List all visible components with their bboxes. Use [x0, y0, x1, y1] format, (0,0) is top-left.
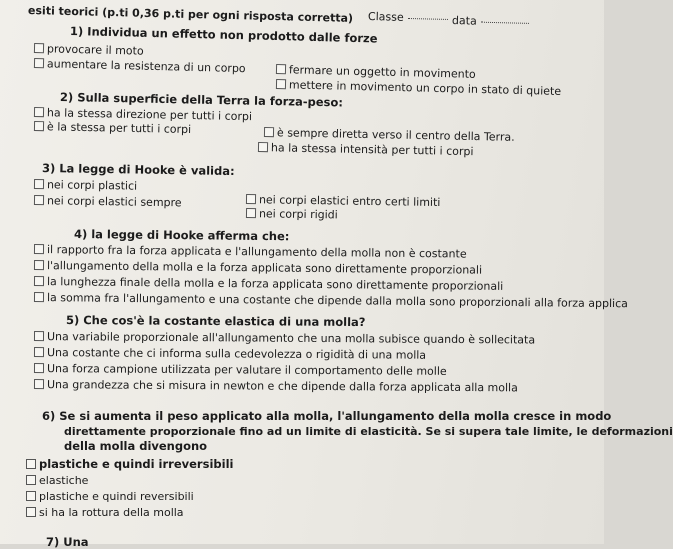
- checkbox[interactable]: [246, 208, 256, 218]
- checkbox[interactable]: [34, 121, 44, 131]
- q2-option[interactable]: ha la stessa direzione per tutti i corpi: [34, 106, 252, 123]
- data-blank[interactable]: [481, 22, 529, 24]
- checkbox[interactable]: [26, 459, 36, 469]
- q6-option[interactable]: si ha la rottura della molla: [26, 506, 184, 519]
- q5-option[interactable]: Una variabile proporzionale all'allungamento che una molla subisce quando è sollecitata: [34, 330, 535, 346]
- classe-field[interactable]: [368, 10, 448, 25]
- checkbox[interactable]: [34, 195, 44, 205]
- q3-option[interactable]: nei corpi elastici sempre: [34, 194, 182, 209]
- checkbox[interactable]: [34, 292, 44, 302]
- q2-option[interactable]: è sempre diretta verso il centro della Terra.: [264, 126, 515, 144]
- checkbox[interactable]: [258, 142, 268, 152]
- q2-option[interactable]: ha la stessa intensità per tutti i corpi: [258, 141, 474, 158]
- data-field[interactable]: [452, 14, 529, 29]
- checkbox[interactable]: [276, 64, 286, 74]
- question-5: 5) Che cos'è la costante elastica di una molla?: [65, 313, 366, 330]
- classe-label: Classe: [367, 10, 404, 24]
- q4-option[interactable]: l'allungamento della molla e la forza applicata sono direttamente proporzionali: [34, 259, 482, 277]
- q5-option[interactable]: Una forza campione utilizzata per valutare il comportamento delle molle: [34, 362, 447, 378]
- data-label: data: [451, 14, 477, 28]
- question-4: 4) la legge di Hooke afferma che:: [73, 227, 290, 244]
- question-2: 2) Sulla superficie della Terra la forza-peso:: [59, 90, 344, 110]
- q1-option[interactable]: provocare il moto: [34, 42, 144, 58]
- question-6-cont: della molla divengono: [64, 439, 208, 453]
- q4-option[interactable]: la somma fra l'allungamento e una costante che dipende dalla molla sono proporzionali alla forza applica: [34, 291, 628, 310]
- q1-option[interactable]: mettere in movimento un corpo in stato di quiete: [276, 78, 561, 98]
- q4-option[interactable]: il rapporto fra la forza applicata e l'allungamento della molla non è costante: [34, 243, 467, 261]
- checkbox[interactable]: [34, 379, 44, 389]
- checkbox[interactable]: [34, 107, 44, 117]
- checkbox[interactable]: [34, 331, 44, 341]
- checkbox[interactable]: [34, 244, 44, 254]
- checkbox[interactable]: [264, 127, 274, 137]
- q3-option[interactable]: nei corpi plastici: [34, 178, 137, 193]
- q3-option[interactable]: nei corpi elastici entro certi limiti: [246, 193, 441, 209]
- checkbox[interactable]: [34, 43, 44, 53]
- q4-option[interactable]: la lunghezza finale della molla e la forza applicata sono direttamente proporzionali: [34, 275, 503, 293]
- checkbox[interactable]: [26, 491, 36, 501]
- question-3: 3) La legge di Hooke è valida:: [41, 161, 235, 179]
- question-1: 1) Individua un effetto non prodotto dalle forze: [69, 24, 378, 46]
- q1-option[interactable]: aumentare la resistenza di un corpo: [34, 57, 246, 75]
- checkbox[interactable]: [34, 58, 44, 68]
- q6-option[interactable]: plastiche e quindi reversibili: [26, 490, 194, 503]
- q5-option[interactable]: Una costante che ci informa sulla cedevolezza o rigidità di una molla: [34, 346, 426, 362]
- checkbox[interactable]: [246, 194, 256, 204]
- q6-option[interactable]: plastiche e quindi irreversibili: [26, 458, 233, 471]
- q3-option[interactable]: nei corpi rigidi: [246, 207, 338, 221]
- q5-option[interactable]: Una grandezza che si misura in newton e che dipende dalla forza applicata alla molla: [34, 378, 518, 394]
- q1-option[interactable]: fermare un oggetto in movimento: [276, 63, 476, 81]
- checkbox[interactable]: [34, 347, 44, 357]
- checkbox[interactable]: [26, 475, 36, 485]
- worksheet-title: esiti teorici (p.ti 0,36 p.ti per ogni risposta corretta): [27, 4, 354, 25]
- checkbox[interactable]: [34, 363, 44, 373]
- checkbox[interactable]: [34, 276, 44, 286]
- question-6: 6) Se si aumenta il peso applicato alla molla, l'allungamento della molla cresce in modo: [42, 409, 612, 423]
- q6-option[interactable]: elastiche: [26, 474, 88, 487]
- question-6-cont: direttamente proporzionale fino ad un limite di elasticità. Se si supera tale limite, le deformazioni: [64, 425, 673, 438]
- checkbox[interactable]: [26, 507, 36, 517]
- question-7-cutoff: 7) Una: [46, 535, 89, 549]
- checkbox[interactable]: [34, 179, 44, 189]
- q2-option[interactable]: è la stessa per tutti i corpi: [34, 120, 191, 136]
- checkbox[interactable]: [34, 260, 44, 270]
- checkbox[interactable]: [276, 79, 286, 89]
- classe-blank[interactable]: [408, 18, 448, 20]
